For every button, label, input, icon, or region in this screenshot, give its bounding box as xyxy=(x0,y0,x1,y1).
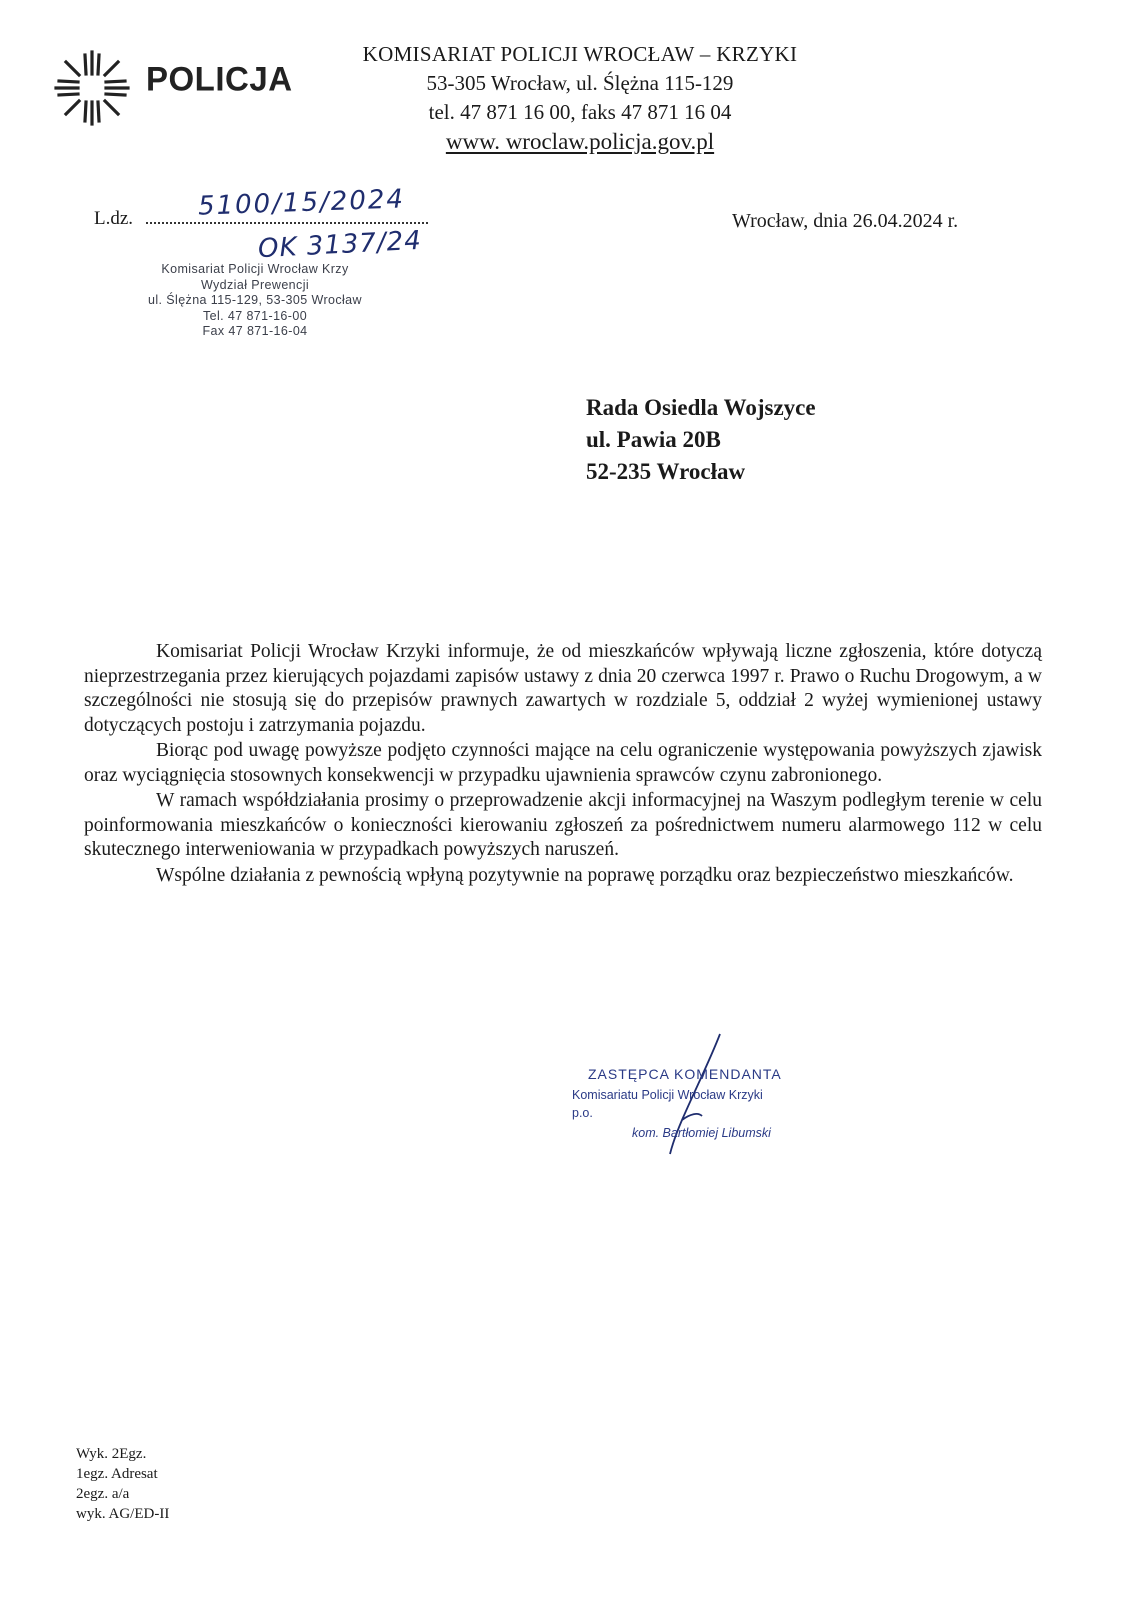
signature-name: kom. Bartłomiej Libumski xyxy=(632,1126,771,1140)
police-logo xyxy=(52,46,302,128)
body-paragraph-1: Komisariat Policji Wrocław Krzyki informuje, że od mieszkańców wpływają liczne zgłoszenia, które dotyczą nieprzestrzegania przez kierujących pojazdami zapisów ustawy z dnia 20 czerwca 1997 r. Prawo o Ruchu Drogowym, a w szczególności nie stosują się do przepisów prawnych zawartych w rozdziale 5, oddział 2 wyżej wymienionej ustawy dotyczących postoju i zatrzymania pojazdu. xyxy=(84,641,1042,736)
header-address: 53-305 Wrocław, ul. Ślężna 115-129 xyxy=(426,71,734,95)
ldz-handwritten-case: OK 3137/24 xyxy=(257,225,423,265)
ldz-dotted-line xyxy=(146,218,428,224)
recipient-street: ul. Pawia 20B xyxy=(586,427,721,452)
letter-body xyxy=(84,640,1042,889)
stamp-line: ul. Ślężna 115-129, 53-305 Wrocław xyxy=(148,293,362,307)
body-paragraph-4: Wspólne działania z pewnością wpłyną pozytywnie na poprawę porządku oraz bezpieczeństwo mieszkańców. xyxy=(156,864,1014,886)
note-line: 2egz. a/a xyxy=(76,1486,130,1502)
header-phone: tel. 47 871 16 00, faks 47 871 16 04 xyxy=(428,100,732,124)
letter-date: Wrocław, dnia 26.04.2024 r. xyxy=(732,210,959,232)
note-line: wyk. AG/ED-II xyxy=(76,1506,170,1522)
office-stamp xyxy=(110,262,400,340)
body-paragraph-3: W ramach współdziałania prosimy o przeprowadzenie akcji informacyjnej na Waszym podległym terenie w celu poinformowania mieszkańców o konieczności kierowaniu zgłoszeń za pośrednictwem numeru alarmowego 112 w celu skutecznego interweniowania w przypadkach powyższych naruszeń. xyxy=(84,790,1042,860)
ldz-label: L.dz. xyxy=(94,208,134,229)
note-line: 1egz. Adresat xyxy=(76,1466,158,1482)
distribution-notes xyxy=(76,1444,169,1524)
logo-text: POLICJA xyxy=(146,59,293,98)
police-star-icon xyxy=(52,48,132,128)
recipient-name: Rada Osiedla Wojszyce xyxy=(586,395,816,420)
header-institution: KOMISARIAT POLICJI WROCŁAW – KRZYKI xyxy=(362,42,798,66)
letterhead xyxy=(300,40,860,156)
stamp-line: Wydział Prewencji xyxy=(200,277,310,292)
body-paragraph-2: Biorąc pod uwagę powyższe podjęto czynności mające na celu ograniczenie występowania powyższych zjawisk oraz wyciągnięcia stosownych konsekwencji w przypadku ujawnienia sprawców czynu zabronionego. xyxy=(84,740,1042,786)
signature-title: ZASTĘPCA KOMENDANTA xyxy=(588,1066,782,1082)
header-website[interactable]: www. wroclaw.policja.gov.pl xyxy=(445,129,715,154)
note-line: Wyk. 2Egz. xyxy=(76,1446,147,1462)
signature-po: p.o. xyxy=(572,1106,593,1120)
recipient-address xyxy=(586,392,816,488)
ldz-handwritten-number: 5100/15/2024 xyxy=(197,184,406,222)
signature-block xyxy=(548,1066,848,1140)
stamp-line: Tel. 47 871-16-00 xyxy=(202,308,308,323)
recipient-city: 52-235 Wrocław xyxy=(586,459,746,484)
signature-unit: Komisariatu Policji Wrocław Krzyki xyxy=(572,1088,763,1102)
stamp-line: Komisariat Policji Wrocław Krzy xyxy=(161,262,349,276)
stamp-line: Fax 47 871-16-04 xyxy=(202,324,308,338)
